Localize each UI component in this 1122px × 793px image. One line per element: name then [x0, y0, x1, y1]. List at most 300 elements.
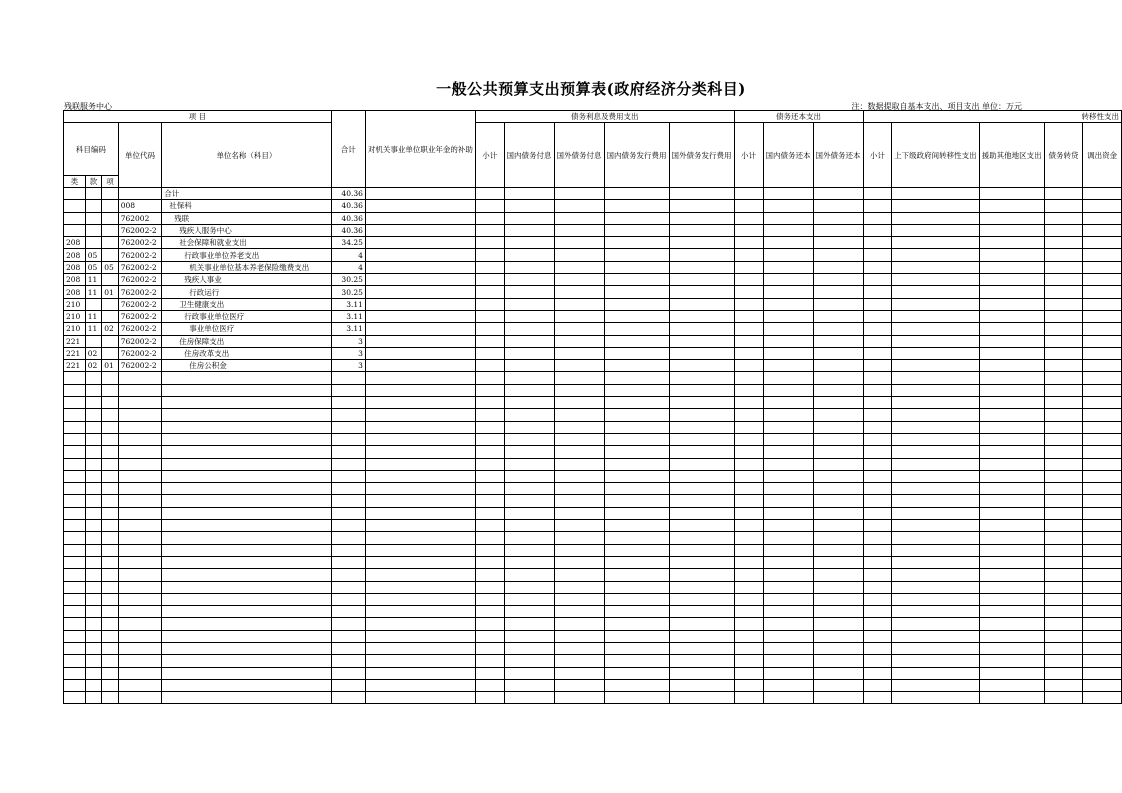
cell-empty	[1083, 520, 1122, 532]
header-debt-repay-group: 债务还本支出	[734, 111, 863, 123]
cell-empty	[331, 679, 365, 691]
cell-unit-name: 合计	[162, 188, 331, 200]
cell-category: 208	[64, 261, 86, 273]
cell-empty	[669, 323, 734, 335]
cell-empty	[604, 692, 669, 704]
cell-empty	[554, 409, 604, 421]
cell-empty	[162, 593, 331, 605]
cell-empty	[331, 372, 365, 384]
cell-total: 4	[331, 249, 365, 261]
cell-empty	[763, 593, 813, 605]
cell-empty	[734, 298, 763, 310]
cell-empty	[504, 630, 554, 642]
cell-empty	[504, 507, 554, 519]
cell-empty	[118, 520, 161, 532]
cell-empty	[64, 642, 86, 654]
cell-empty	[669, 397, 734, 409]
table-row	[64, 692, 1122, 704]
cell-empty	[734, 433, 763, 445]
cell-empty	[554, 384, 604, 396]
cell-empty	[669, 384, 734, 396]
cell-empty	[162, 679, 331, 691]
cell-empty	[64, 520, 86, 532]
cell-empty	[1044, 335, 1083, 347]
cell-empty	[813, 446, 863, 458]
cell-empty	[118, 433, 161, 445]
cell-item	[102, 274, 119, 286]
cell-empty	[604, 433, 669, 445]
cell-empty	[1083, 581, 1122, 593]
cell-empty	[102, 507, 119, 519]
cell-empty	[1044, 495, 1083, 507]
table-row	[64, 298, 1122, 310]
cell-empty	[365, 667, 475, 679]
cell-empty	[118, 618, 161, 630]
cell-empty	[554, 483, 604, 495]
cell-empty	[604, 372, 669, 384]
cell-empty	[979, 384, 1044, 396]
cell-empty	[892, 200, 980, 212]
cell-empty	[102, 544, 119, 556]
cell-empty	[813, 421, 863, 433]
cell-empty	[1083, 286, 1122, 298]
cell-empty	[85, 692, 102, 704]
cell-empty	[604, 569, 669, 581]
cell-empty	[763, 520, 813, 532]
cell-empty	[554, 310, 604, 322]
cell-empty	[604, 360, 669, 372]
table-row	[64, 274, 1122, 286]
cell-empty	[475, 446, 504, 458]
cell-empty	[813, 274, 863, 286]
cell-empty	[763, 581, 813, 593]
cell-empty	[554, 655, 604, 667]
table-row	[64, 507, 1122, 519]
cell-empty	[331, 606, 365, 618]
cell-item	[102, 249, 119, 261]
table-row	[64, 532, 1122, 544]
cell-empty	[863, 569, 892, 581]
cell-empty	[979, 347, 1044, 359]
cell-empty	[118, 581, 161, 593]
cell-empty	[331, 397, 365, 409]
cell-empty	[763, 470, 813, 482]
cell-empty	[554, 667, 604, 679]
cell-empty	[892, 237, 980, 249]
table-row	[64, 655, 1122, 667]
cell-empty	[892, 692, 980, 704]
cell-empty	[118, 495, 161, 507]
cell-empty	[892, 212, 980, 224]
cell-empty	[763, 347, 813, 359]
cell-empty	[554, 261, 604, 273]
cell-empty	[365, 556, 475, 568]
cell-empty	[763, 433, 813, 445]
cell-empty	[1083, 458, 1122, 470]
cell-empty	[331, 470, 365, 482]
cell-empty	[331, 433, 365, 445]
cell-empty	[604, 323, 669, 335]
cell-empty	[604, 446, 669, 458]
cell-empty	[1044, 679, 1083, 691]
cell-empty	[1083, 606, 1122, 618]
cell-empty	[863, 335, 892, 347]
cell-empty	[475, 642, 504, 654]
cell-empty	[604, 532, 669, 544]
cell-empty	[979, 581, 1044, 593]
cell-empty	[734, 286, 763, 298]
cell-empty	[669, 372, 734, 384]
cell-empty	[475, 237, 504, 249]
cell-empty	[1083, 347, 1122, 359]
cell-unit-code: 762002-2	[118, 323, 161, 335]
cell-empty	[365, 483, 475, 495]
header-domestic-interest: 国内债务付息	[504, 123, 554, 188]
cell-empty	[863, 667, 892, 679]
cell-empty	[365, 679, 475, 691]
cell-section: 11	[85, 310, 102, 322]
cell-empty	[365, 692, 475, 704]
cell-empty	[102, 569, 119, 581]
cell-empty	[979, 532, 1044, 544]
cell-empty	[734, 495, 763, 507]
cell-empty	[979, 397, 1044, 409]
cell-empty	[365, 581, 475, 593]
cell-empty	[863, 224, 892, 236]
cell-empty	[1044, 274, 1083, 286]
cell-empty	[1083, 212, 1122, 224]
cell-empty	[734, 593, 763, 605]
cell-empty	[763, 667, 813, 679]
cell-empty	[863, 298, 892, 310]
cell-empty	[892, 335, 980, 347]
cell-empty	[604, 458, 669, 470]
cell-empty	[734, 212, 763, 224]
cell-category	[64, 212, 86, 224]
header-domestic-repay: 国内债务还本	[763, 123, 813, 188]
cell-empty	[475, 286, 504, 298]
cell-empty	[331, 495, 365, 507]
cell-empty	[102, 384, 119, 396]
cell-empty	[763, 606, 813, 618]
cell-empty	[118, 446, 161, 458]
cell-empty	[102, 532, 119, 544]
cell-unit-name: 行政运行	[162, 286, 331, 298]
cell-empty	[118, 372, 161, 384]
cell-empty	[554, 335, 604, 347]
cell-empty	[162, 372, 331, 384]
cell-empty	[813, 667, 863, 679]
cell-empty	[892, 556, 980, 568]
cell-empty	[604, 421, 669, 433]
cell-empty	[365, 224, 475, 236]
cell-empty	[475, 347, 504, 359]
cell-item: 01	[102, 286, 119, 298]
cell-empty	[669, 433, 734, 445]
cell-empty	[1083, 274, 1122, 286]
cell-empty	[118, 409, 161, 421]
cell-empty	[863, 556, 892, 568]
cell-empty	[365, 642, 475, 654]
cell-empty	[813, 470, 863, 482]
cell-empty	[863, 581, 892, 593]
cell-empty	[863, 692, 892, 704]
header-transfer-subtotal: 小计	[863, 123, 892, 188]
cell-empty	[734, 224, 763, 236]
cell-unit-code: 762002-2	[118, 261, 161, 273]
cell-empty	[64, 667, 86, 679]
cell-empty	[734, 335, 763, 347]
cell-empty	[365, 569, 475, 581]
cell-empty	[863, 286, 892, 298]
cell-empty	[604, 212, 669, 224]
cell-empty	[604, 679, 669, 691]
cell-empty	[734, 458, 763, 470]
table-row	[64, 470, 1122, 482]
cell-total: 3.11	[331, 323, 365, 335]
cell-empty	[813, 556, 863, 568]
cell-empty	[85, 618, 102, 630]
cell-empty	[102, 458, 119, 470]
cell-empty	[979, 433, 1044, 445]
cell-empty	[669, 261, 734, 273]
cell-empty	[102, 642, 119, 654]
cell-empty	[475, 630, 504, 642]
cell-empty	[504, 188, 554, 200]
cell-empty	[669, 569, 734, 581]
cell-empty	[669, 692, 734, 704]
cell-empty	[331, 421, 365, 433]
cell-empty	[863, 212, 892, 224]
cell-empty	[504, 544, 554, 556]
cell-empty	[64, 593, 86, 605]
cell-empty	[554, 212, 604, 224]
cell-empty	[734, 692, 763, 704]
header-item: 项	[102, 176, 119, 188]
cell-empty	[979, 310, 1044, 322]
cell-empty	[102, 618, 119, 630]
cell-empty	[1083, 618, 1122, 630]
cell-empty	[331, 544, 365, 556]
cell-empty	[763, 679, 813, 691]
cell-empty	[813, 261, 863, 273]
table-row	[64, 224, 1122, 236]
table-row	[64, 200, 1122, 212]
cell-empty	[102, 667, 119, 679]
table-row	[64, 520, 1122, 532]
cell-empty	[863, 606, 892, 618]
cell-empty	[1083, 679, 1122, 691]
cell-empty	[979, 593, 1044, 605]
cell-empty	[813, 606, 863, 618]
cell-empty	[892, 520, 980, 532]
cell-empty	[554, 458, 604, 470]
header-unit-name: 单位名称（科目）	[162, 123, 331, 188]
cell-empty	[734, 446, 763, 458]
cell-unit-code	[118, 188, 161, 200]
cell-empty	[475, 421, 504, 433]
cell-empty	[669, 421, 734, 433]
cell-empty	[102, 593, 119, 605]
cell-empty	[979, 495, 1044, 507]
cell-unit-code: 008	[118, 200, 161, 212]
cell-unit-code: 762002-2	[118, 298, 161, 310]
cell-empty	[554, 507, 604, 519]
cell-empty	[365, 310, 475, 322]
cell-empty	[669, 642, 734, 654]
cell-empty	[475, 569, 504, 581]
cell-empty	[162, 618, 331, 630]
cell-empty	[365, 520, 475, 532]
cell-empty	[1083, 372, 1122, 384]
cell-empty	[85, 458, 102, 470]
cell-empty	[763, 421, 813, 433]
cell-empty	[979, 642, 1044, 654]
header-transfer-group: 转移性支出	[863, 111, 1121, 123]
cell-empty	[604, 310, 669, 322]
cell-empty	[1044, 237, 1083, 249]
cell-empty	[892, 409, 980, 421]
cell-empty	[734, 655, 763, 667]
cell-empty	[1083, 224, 1122, 236]
cell-empty	[475, 692, 504, 704]
cell-empty	[475, 507, 504, 519]
cell-empty	[365, 630, 475, 642]
cell-empty	[863, 532, 892, 544]
cell-empty	[813, 593, 863, 605]
cell-empty	[554, 569, 604, 581]
cell-empty	[118, 593, 161, 605]
header-unit-code: 单位代码	[118, 123, 161, 188]
cell-category	[64, 224, 86, 236]
cell-empty	[892, 323, 980, 335]
cell-empty	[475, 200, 504, 212]
cell-empty	[813, 212, 863, 224]
cell-empty	[604, 409, 669, 421]
cell-empty	[64, 421, 86, 433]
cell-empty	[1083, 483, 1122, 495]
cell-empty	[365, 655, 475, 667]
cell-total: 4	[331, 261, 365, 273]
cell-empty	[102, 581, 119, 593]
cell-empty	[162, 692, 331, 704]
cell-empty	[813, 692, 863, 704]
cell-empty	[365, 335, 475, 347]
cell-unit-code: 762002-2	[118, 360, 161, 372]
cell-empty	[604, 667, 669, 679]
cell-empty	[763, 409, 813, 421]
cell-empty	[604, 593, 669, 605]
cell-empty	[669, 679, 734, 691]
cell-total: 30.25	[331, 274, 365, 286]
cell-empty	[1083, 507, 1122, 519]
cell-empty	[604, 655, 669, 667]
cell-empty	[763, 249, 813, 261]
cell-empty	[554, 520, 604, 532]
table-row	[64, 212, 1122, 224]
cell-empty	[365, 421, 475, 433]
cell-empty	[118, 470, 161, 482]
cell-empty	[162, 606, 331, 618]
cell-empty	[979, 261, 1044, 273]
cell-empty	[1044, 298, 1083, 310]
cell-empty	[863, 655, 892, 667]
cell-empty	[863, 642, 892, 654]
cell-empty	[863, 188, 892, 200]
cell-total: 34.25	[331, 237, 365, 249]
cell-empty	[504, 433, 554, 445]
cell-empty	[1083, 556, 1122, 568]
cell-empty	[863, 483, 892, 495]
cell-empty	[331, 409, 365, 421]
cell-empty	[365, 261, 475, 273]
cell-empty	[102, 692, 119, 704]
cell-empty	[118, 483, 161, 495]
cell-empty	[763, 274, 813, 286]
cell-empty	[734, 249, 763, 261]
cell-section: 11	[85, 274, 102, 286]
cell-empty	[331, 630, 365, 642]
cell-empty	[669, 470, 734, 482]
cell-unit-name: 住房改革支出	[162, 347, 331, 359]
cell-empty	[64, 433, 86, 445]
cell-empty	[604, 200, 669, 212]
cell-empty	[892, 544, 980, 556]
cell-empty	[604, 347, 669, 359]
header-fund-transfer-out: 调出资金	[1083, 123, 1122, 188]
cell-empty	[669, 483, 734, 495]
cell-empty	[365, 532, 475, 544]
cell-empty	[102, 630, 119, 642]
cell-empty	[763, 261, 813, 273]
cell-empty	[85, 446, 102, 458]
cell-item	[102, 224, 119, 236]
header-upper-lower-transfer: 上下级政府间转移性支出	[892, 123, 980, 188]
cell-item: 02	[102, 323, 119, 335]
cell-empty	[64, 679, 86, 691]
cell-empty	[734, 544, 763, 556]
table-row	[64, 188, 1122, 200]
cell-empty	[118, 397, 161, 409]
cell-empty	[475, 581, 504, 593]
cell-empty	[475, 188, 504, 200]
cell-unit-name: 残疾人事业	[162, 274, 331, 286]
cell-empty	[813, 495, 863, 507]
cell-empty	[162, 507, 331, 519]
cell-empty	[669, 298, 734, 310]
cell-empty	[892, 249, 980, 261]
cell-empty	[365, 286, 475, 298]
cell-empty	[734, 409, 763, 421]
cell-empty	[554, 544, 604, 556]
cell-empty	[331, 458, 365, 470]
cell-empty	[763, 360, 813, 372]
cell-empty	[863, 323, 892, 335]
cell-empty	[763, 310, 813, 322]
cell-empty	[979, 421, 1044, 433]
cell-empty	[162, 642, 331, 654]
cell-empty	[892, 224, 980, 236]
cell-empty	[365, 372, 475, 384]
unit-note: 注：数据提取自基本支出、项目支出 单位：万元	[851, 102, 1022, 111]
table-row	[64, 458, 1122, 470]
cell-empty	[604, 618, 669, 630]
table-row	[64, 409, 1122, 421]
cell-empty	[734, 397, 763, 409]
cell-empty	[162, 655, 331, 667]
cell-empty	[979, 286, 1044, 298]
cell-empty	[734, 532, 763, 544]
